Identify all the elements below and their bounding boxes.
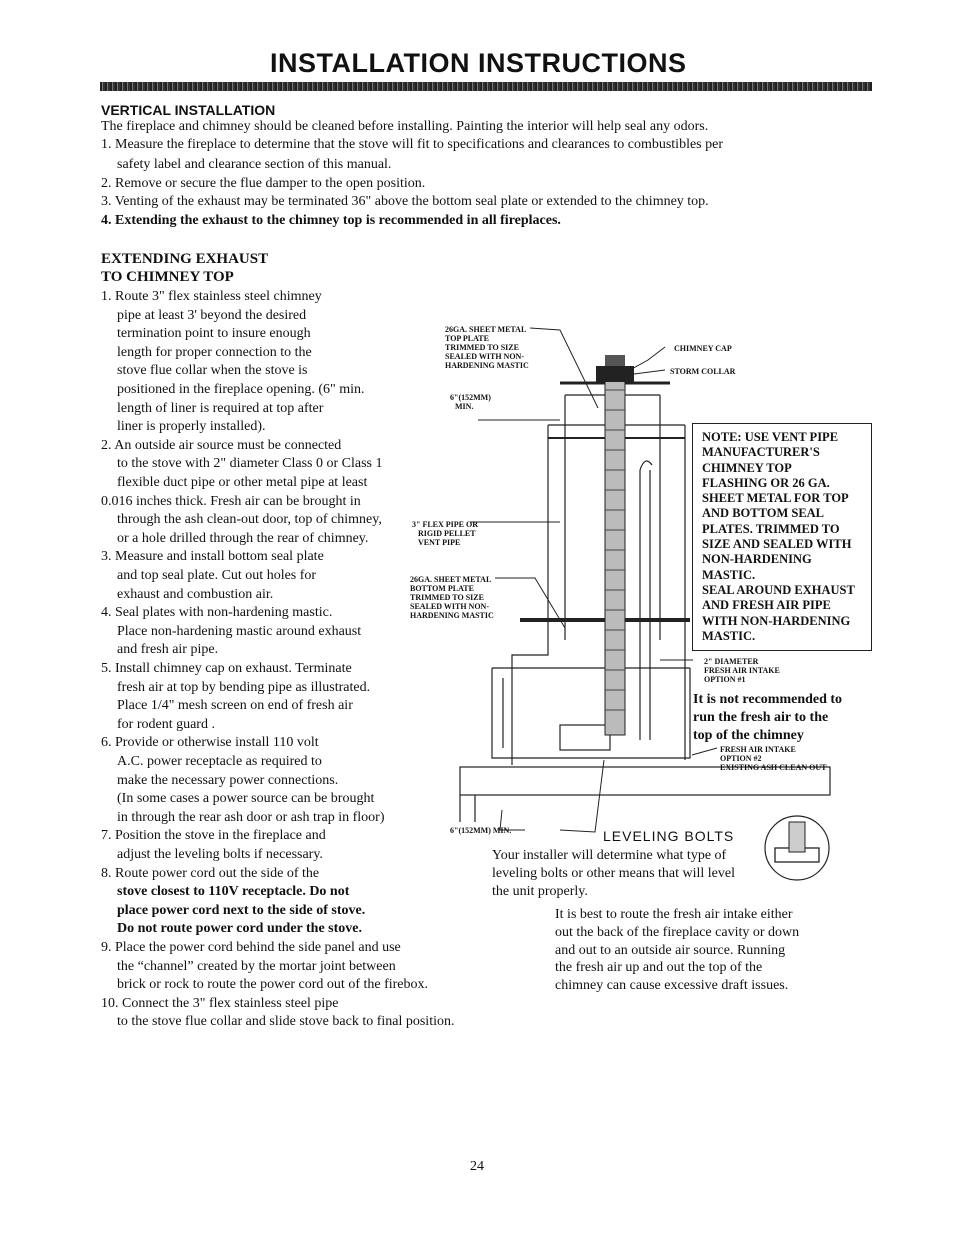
extending-line: 7. Position the stove in the fireplace and — [101, 828, 326, 844]
vertical-installation-heading: VERTICAL INSTALLATION — [101, 102, 276, 118]
vertical-item: 1. Measure the fireplace to determine that the stove will fit to specifications and clearances to combustibles per — [101, 137, 724, 152]
vertical-item: 2. Remove or secure the flue damper to the open position. — [101, 176, 426, 191]
chimney-cap-label: CHIMNEY CAP — [674, 344, 732, 353]
note-line: MASTIC. — [702, 628, 756, 643]
extending-line: in through the rear ash door or ash trap in floor) — [117, 809, 385, 825]
intake-option2-label: EXISTING ASH CLEAN OUT — [720, 763, 827, 772]
bottom-plate-label: 26GA. SHEET METAL — [410, 575, 492, 584]
installer-line: leveling bolts or other means that will level — [492, 866, 735, 881]
extending-line: length of liner is required at top after — [117, 400, 324, 416]
intake-option1-label: OPTION #1 — [704, 675, 746, 684]
extending-line: stove closest to 110V receptacle. Do not — [117, 884, 350, 900]
extending-line: to the stove flue collar and slide stove back to final position. — [117, 1014, 455, 1030]
top-plate-label: TOP PLATE — [445, 334, 489, 343]
extending-line: place power cord next to the side of stove. — [117, 902, 366, 918]
extending-line: 2. An outside air source must be connected — [101, 437, 342, 453]
page-title: INSTALLATION INSTRUCTIONS — [270, 48, 687, 78]
note-line: NOTE: USE VENT PIPE — [702, 430, 839, 444]
extending-line: through the ash clean-out door, top of chimney, — [117, 512, 382, 528]
extending-line: stove flue collar when the stove is — [117, 363, 308, 379]
extending-line: A.C. power receptacle as required to — [117, 754, 322, 769]
flex-pipe-label: RIGID PELLET — [418, 529, 476, 538]
fresh-air-line: out the back of the fireplace cavity or down — [555, 924, 800, 940]
top-plate-label: 26GA. SHEET METAL — [445, 325, 527, 334]
intake-option1-label: FRESH AIR INTAKE — [704, 666, 780, 675]
extending-line: 0.016 inches thick. Fresh air can be brought in — [101, 493, 361, 509]
extending-line: make the necessary power connections. — [117, 772, 339, 788]
fresh-air-line: It is best to route the fresh air intake either — [555, 907, 793, 922]
extending-line: 4. Seal plates with non-hardening mastic. — [101, 605, 333, 621]
extending-line: 8. Route power cord out the side of the — [101, 865, 320, 881]
recommend-line: run the fresh air to the — [693, 710, 829, 725]
storm-collar-label: STORM COLLAR — [670, 367, 736, 376]
extending-line: Place 1/4" mesh screen on end of fresh air — [117, 698, 353, 714]
bottom-plate-label: HARDENING MASTIC — [410, 611, 494, 620]
note-line: MASTIC. — [702, 567, 756, 582]
min-top-label: MIN. — [455, 402, 474, 411]
vertical-intro: The fireplace and chimney should be cleaned before installing. Painting the interior will help seal any odors. — [101, 119, 709, 134]
extending-line: to the stove with 2" diameter Class 0 or Class 1 — [117, 456, 383, 472]
extending-line: and top seal plate. Cut out holes for — [117, 568, 317, 583]
top-plate-label: HARDENING MASTIC — [445, 361, 529, 370]
extending-line: 3. Measure and install bottom seal plate — [101, 549, 324, 565]
extending-line: adjust the leveling bolts if necessary. — [117, 847, 323, 862]
top-plate-label: TRIMMED TO SIZE — [445, 343, 519, 352]
installer-line: Your installer will determine what type of — [492, 848, 727, 863]
note-line: SHEET METAL FOR TOP — [702, 491, 849, 506]
note-box — [692, 423, 872, 651]
installer-line: the unit properly. — [492, 884, 588, 899]
extending-line: length for proper connection to the — [117, 344, 312, 360]
note-line: MANUFACTURER'S — [702, 445, 820, 460]
extending-line: (In some cases a power source can be brought — [117, 791, 375, 807]
vertical-item: 4. Extending the exhaust to the chimney top is recommended in all fireplaces. — [101, 213, 561, 228]
intake-option2-label: OPTION #2 — [720, 754, 762, 763]
recommend-line: top of the chimney — [693, 728, 804, 743]
intake-option2-label: FRESH AIR INTAKE — [720, 745, 796, 754]
note-line: SIZE AND SEALED WITH — [702, 537, 852, 552]
extending-line: flexible duct pipe or other metal pipe at least — [117, 475, 368, 490]
extending-line: positioned in the fireplace opening. (6" min. — [117, 382, 365, 397]
min-top-label: 6"(152MM) — [450, 393, 491, 402]
note-line: NON-HARDENING — [702, 552, 812, 567]
fresh-air-line: and out to an outside air source. Running — [555, 942, 786, 958]
note-line: AND BOTTOM SEAL — [702, 506, 825, 521]
extending-line: 5. Install chimney cap on exhaust. Terminate — [101, 661, 352, 676]
fresh-air-line: chimney can cause excessive draft issues. — [555, 978, 789, 994]
extending-line: the “channel” created by the mortar joint between — [117, 958, 396, 974]
extending-line: or a hole drilled through the rear of chimney. — [117, 530, 369, 546]
top-plate-label: SEALED WITH NON- — [445, 352, 524, 361]
extending-line: 6. Provide or otherwise install 110 volt — [101, 735, 319, 751]
fresh-air-line: the fresh air up and out the top of the — [555, 960, 763, 976]
flex-pipe-label: VENT PIPE — [418, 538, 461, 547]
extending-subheading: TO CHIMNEY TOP — [101, 269, 234, 285]
recommend-line: It is not recommended to — [693, 692, 843, 707]
extending-line: 1. Route 3" flex stainless steel chimney — [101, 289, 322, 304]
extending-line: 9. Place the power cord behind the side panel and use — [101, 940, 401, 955]
extending-line: exhaust and combustion air. — [117, 586, 274, 602]
min-bottom-label: 6"(152MM) MIN. — [450, 826, 512, 835]
note-line: SEAL AROUND EXHAUST — [702, 582, 855, 597]
extending-line: Do not route power cord under the stove. — [117, 921, 362, 937]
extending-heading: EXTENDING EXHAUST — [101, 251, 269, 267]
note-line: PLATES. TRIMMED TO — [702, 521, 840, 536]
note-line: WITH NON-HARDENING — [702, 613, 851, 628]
extending-line: 10. Connect the 3" flex stainless steel pipe — [101, 995, 339, 1011]
vertical-item: safety label and clearance section of this manual. — [117, 157, 392, 172]
extending-line: for rodent guard . — [117, 716, 215, 732]
extending-line: fresh air at top by bending pipe as illustrated. — [117, 679, 371, 695]
leveling-bolts-label: LEVELING BOLTS — [603, 828, 735, 844]
extending-line: brick or rock to route the power cord out of the firebox. — [117, 977, 429, 993]
flex-pipe-label: 3" FLEX PIPE OR — [412, 520, 478, 529]
bottom-plate-label: BOTTOM PLATE — [410, 584, 474, 593]
note-line: AND FRESH AIR PIPE — [702, 598, 831, 613]
note-line: CHIMNEY TOP — [702, 460, 792, 475]
note-line: FLASHING OR 26 GA. — [702, 475, 830, 490]
intake-option1-label: 2" DIAMETER — [704, 657, 759, 666]
extending-line: termination point to insure enough — [117, 326, 311, 342]
page-number: 24 — [470, 1159, 484, 1174]
bottom-plate-label: SEALED WITH NON- — [410, 602, 489, 611]
extending-line: and fresh air pipe. — [117, 642, 219, 658]
extending-line: Place non-hardening mastic around exhaust — [117, 623, 362, 639]
extending-line: liner is properly installed). — [117, 419, 266, 435]
extending-line: pipe at least 3' beyond the desired — [117, 307, 307, 323]
vertical-item: 3. Venting of the exhaust may be terminated 36" above the bottom seal plate or extended to the chimney top. — [101, 194, 709, 209]
bottom-plate-label: TRIMMED TO SIZE — [410, 593, 484, 602]
